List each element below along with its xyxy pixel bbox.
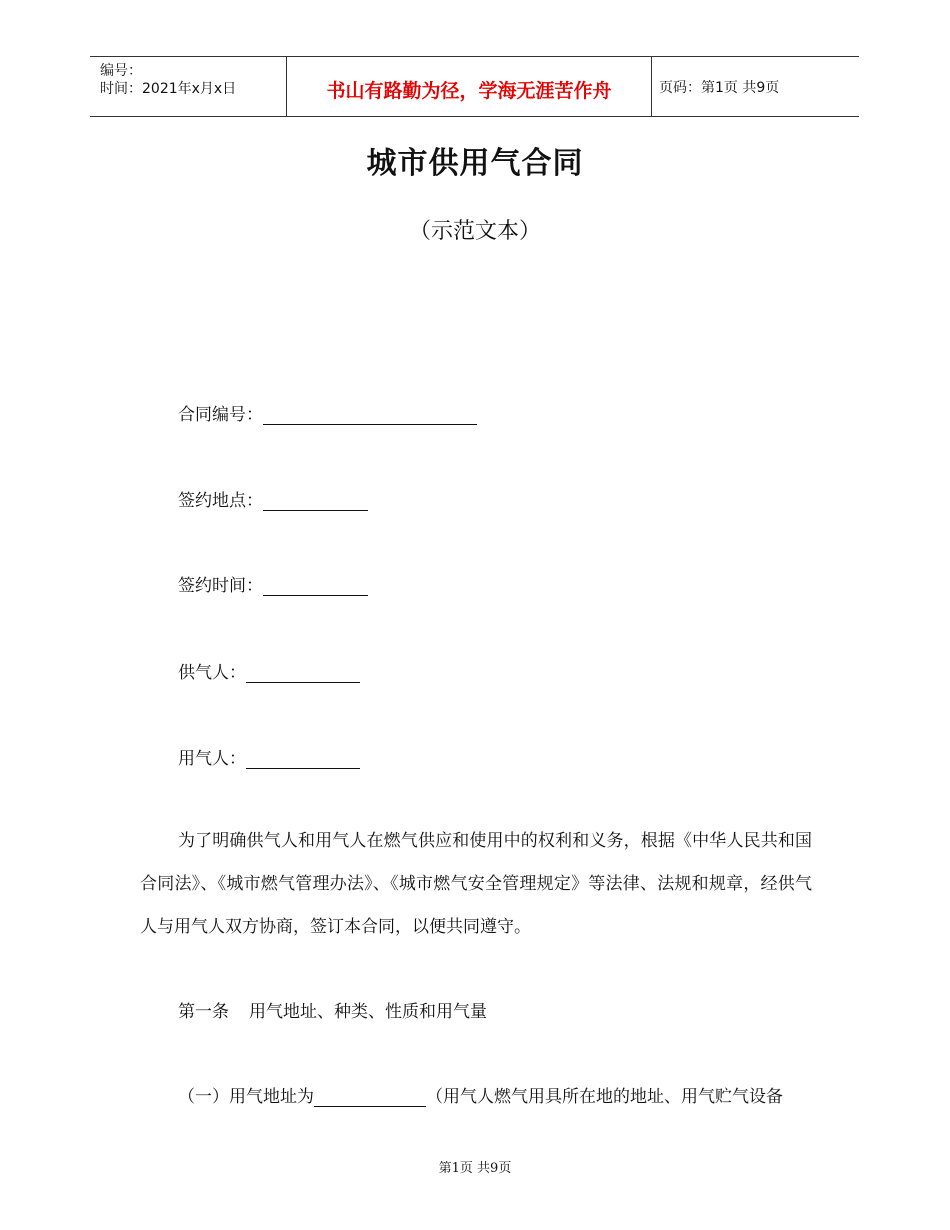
contract-number-blank[interactable] <box>263 406 477 425</box>
contract-number-label: 合同编号： <box>178 405 263 425</box>
signing-place-label: 签约地点： <box>178 491 263 511</box>
gas-user-field <box>178 744 360 769</box>
gas-address-blank[interactable] <box>314 1088 426 1107</box>
gas-user-label: 用气人： <box>178 749 246 769</box>
header-page-cell <box>651 57 859 116</box>
page-header <box>90 56 859 117</box>
signing-place-field <box>178 486 368 511</box>
clause-gas-address <box>178 1082 783 1107</box>
preamble-paragraph: 为了明确供气人和用气人在燃气供应和使用中的权利和义务，根据《中华人民共和国合同法》、《城市燃气管理办法》、《城市燃气安全管理规定》等法律、法规和规章，经供气人与用气人双方协商，签订本合同，以便共同遵守。 <box>140 831 812 937</box>
gas-supplier-blank[interactable] <box>246 664 360 683</box>
signing-time-field <box>178 571 368 596</box>
clause-suffix: （用气人燃气用具所在地的地址、用气贮气设备 <box>426 1087 783 1107</box>
contract-number-field <box>178 400 477 425</box>
document-number-label: 编号： <box>100 63 142 79</box>
gas-supplier-field <box>178 658 360 683</box>
article-title: 用气地址、种类、性质和用气量 <box>249 1002 487 1022</box>
header-page-info: 页码：第1页 共9页 <box>659 80 780 96</box>
header-meta-cell <box>90 57 286 116</box>
page-footer: 第1页 共9页 <box>438 1161 512 1176</box>
gas-supplier-label: 供气人： <box>178 663 246 683</box>
signing-time-label: 签约时间： <box>178 576 263 596</box>
header-motto-cell <box>286 57 652 116</box>
document-subtitle: （示范文本） <box>408 219 541 244</box>
document-title: 城市供用气合同 <box>366 146 584 181</box>
document-time-label: 时间：2021年x月x日 <box>100 81 237 97</box>
gas-user-blank[interactable] <box>246 750 360 769</box>
signing-time-blank[interactable] <box>263 577 368 596</box>
clause-prefix: （一）用气地址为 <box>178 1087 314 1107</box>
signing-place-blank[interactable] <box>263 492 368 511</box>
header-motto: 书山有路勤为径，学海无涯苦作舟 <box>326 80 612 102</box>
article-heading <box>178 997 487 1022</box>
article-number: 第一条 <box>178 1002 229 1022</box>
